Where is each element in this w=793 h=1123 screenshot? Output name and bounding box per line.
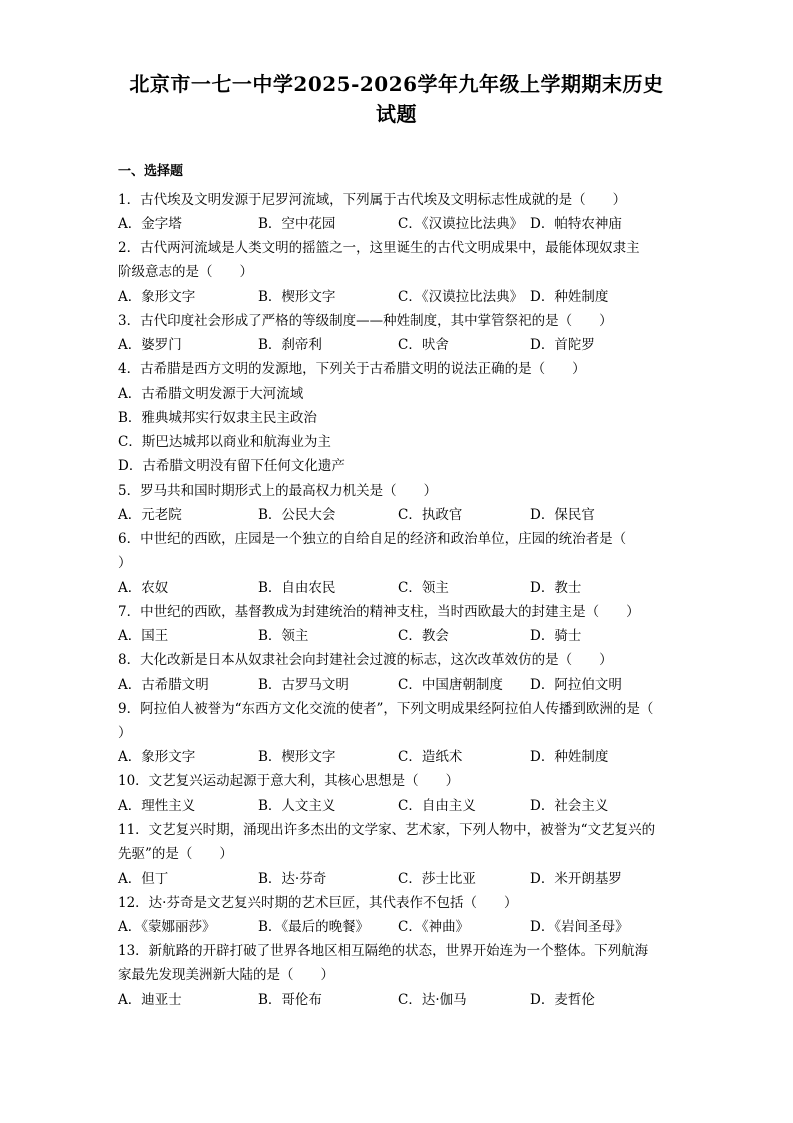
page-title: 北京市一七一中学2025-2026学年九年级上学期期末历史 [129, 72, 664, 96]
question-9-text: 9．阿拉伯人被誉为“东西方文化交流的使者”，下列文明成果经阿拉伯人传播到欧洲的是（ [118, 701, 654, 717]
option-c: C．《汉谟拉比法典》 [398, 216, 524, 232]
question-11-options [118, 867, 678, 891]
option-a: A．象形文字 [118, 289, 196, 305]
option-b: B．《最后的晚餐》 [258, 919, 370, 935]
option-a: A．《蒙娜丽莎》 [118, 919, 216, 935]
question-7-text: 7．中世纪的西欧，基督教成为封建统治的精神支柱，当时西欧最大的封建主是（ ） [118, 604, 640, 620]
option-d: D．种姓制度 [530, 749, 609, 765]
option-a: A．金字塔 [118, 216, 182, 232]
option-b: B．哥伦布 [258, 992, 322, 1008]
question-2-text: 2．古代两河流域是人类文明的摇篮之一，这里诞生的古代文明成果中，最能体现奴隶主 [118, 240, 640, 256]
section-heading: 一、选择题 [118, 164, 184, 179]
question-3-text: 3．古代印度社会形成了严格的等级制度——种姓制度，其中掌管祭祀的是（ ） [118, 313, 613, 329]
option-b: B．自由农民 [258, 580, 336, 596]
option-a: A．古希腊文明发源于大河流域 [118, 386, 304, 402]
option-a: A．象形文字 [118, 749, 196, 765]
question-11-text: 11．文艺复兴时期，涌现出许多杰出的文学家、艺术家，下列人物中，被誉为“文艺复兴的 [118, 822, 656, 838]
question-12-options [118, 915, 678, 939]
option-d: D．《岩间圣母》 [530, 919, 629, 935]
question-9-text-cont: ） [118, 725, 132, 741]
option-b: B．达·芬奇 [258, 871, 327, 887]
option-b: B．楔形文字 [258, 749, 336, 765]
question-1-options [118, 212, 678, 236]
option-c: C．《汉谟拉比法典》 [398, 289, 524, 305]
option-d: D．古希腊文明没有留下任何文化遗产 [118, 458, 345, 474]
question-8-text: 8．大化改新是日本从奴隶社会向封建社会过渡的标志，这次改革效仿的是（ ） [118, 652, 613, 668]
question-6-text-cont: ） [118, 555, 132, 571]
page-title-continued: 试题 [376, 102, 417, 126]
option-a: A．理性主义 [118, 798, 196, 814]
option-b: B．古罗马文明 [258, 677, 349, 693]
option-a: A．国王 [118, 628, 169, 644]
option-c: C．教会 [398, 628, 449, 644]
option-a: A．古希腊文明 [118, 677, 209, 693]
option-d: D．社会主义 [530, 798, 609, 814]
option-b: B．雅典城邦实行奴隶主民主政治 [118, 410, 317, 426]
option-a: A．但丁 [118, 871, 169, 887]
option-d: D．保民官 [530, 507, 595, 523]
question-8-options [118, 673, 678, 697]
option-b: B．领主 [258, 628, 309, 644]
option-d: D．骑士 [530, 628, 582, 644]
question-13-options [118, 988, 678, 1012]
option-b: B．空中花园 [258, 216, 336, 232]
option-c: C．斯巴达城邦以商业和航海业为主 [118, 434, 331, 450]
option-c: C．自由主义 [398, 798, 476, 814]
option-a: A．农奴 [118, 580, 169, 596]
question-5-text: 5．罗马共和国时期形式上的最高权力机关是（ ） [118, 483, 438, 499]
option-c: C．达·伽马 [398, 992, 467, 1008]
option-b: B．人文主义 [258, 798, 336, 814]
option-c: C．领主 [398, 580, 449, 596]
question-10-options [118, 794, 678, 818]
option-c: C．造纸术 [398, 749, 463, 765]
option-d: D．阿拉伯文明 [530, 677, 622, 693]
option-d: D．种姓制度 [530, 289, 609, 305]
question-5-options [118, 503, 678, 527]
option-d: D．米开朗基罗 [530, 871, 622, 887]
option-d: D．教士 [530, 580, 582, 596]
option-a: A．婆罗门 [118, 337, 182, 353]
question-10-text: 10．文艺复兴运动起源于意大利，其核心思想是（ ） [118, 773, 460, 789]
question-7-options [118, 624, 678, 648]
question-1-text: 1．古代埃及文明发源于尼罗河流域，下列属于古代埃及文明标志性成就的是（ ） [118, 192, 627, 208]
option-d: D．首陀罗 [530, 337, 595, 353]
question-9-options [118, 745, 678, 769]
option-c: C．执政官 [398, 507, 463, 523]
option-c: C．莎士比亚 [398, 871, 476, 887]
question-12-text: 12．达·芬奇是文艺复兴时期的艺术巨匠，其代表作不包括（ ） [118, 895, 518, 911]
question-2-text-cont: 阶级意志的是（ ） [118, 264, 253, 280]
option-c: C．《神曲》 [398, 919, 470, 935]
question-2-options [118, 285, 678, 309]
option-a: A．元老院 [118, 507, 182, 523]
option-d: D．麦哲伦 [530, 992, 595, 1008]
question-3-options [118, 333, 678, 357]
question-13-text-cont: 家最先发现美洲新大陆的是（ ） [118, 967, 334, 983]
option-c: C．中国唐朝制度 [398, 677, 503, 693]
option-c: C．吠舍 [398, 337, 449, 353]
question-11-text-cont: 先驱”的是（ ） [118, 846, 233, 862]
question-6-text: 6．中世纪的西欧，庄园是一个独立的自给自足的经济和政治单位，庄园的统治者是（ [118, 531, 627, 547]
question-13-text: 13．新航路的开辟打破了世界各地区相互隔绝的状态，世界开始连为一个整体。下列航海 [118, 943, 649, 959]
option-b: B．楔形文字 [258, 289, 336, 305]
option-b: B．刹帝利 [258, 337, 322, 353]
option-d: D．帕特农神庙 [530, 216, 622, 232]
option-a: A．迪亚士 [118, 992, 182, 1008]
question-6-options [118, 576, 678, 600]
option-b: B．公民大会 [258, 507, 336, 523]
question-4-text: 4．古希腊是西方文明的发源地，下列关于古希腊文明的说法正确的是（ ） [118, 361, 586, 377]
